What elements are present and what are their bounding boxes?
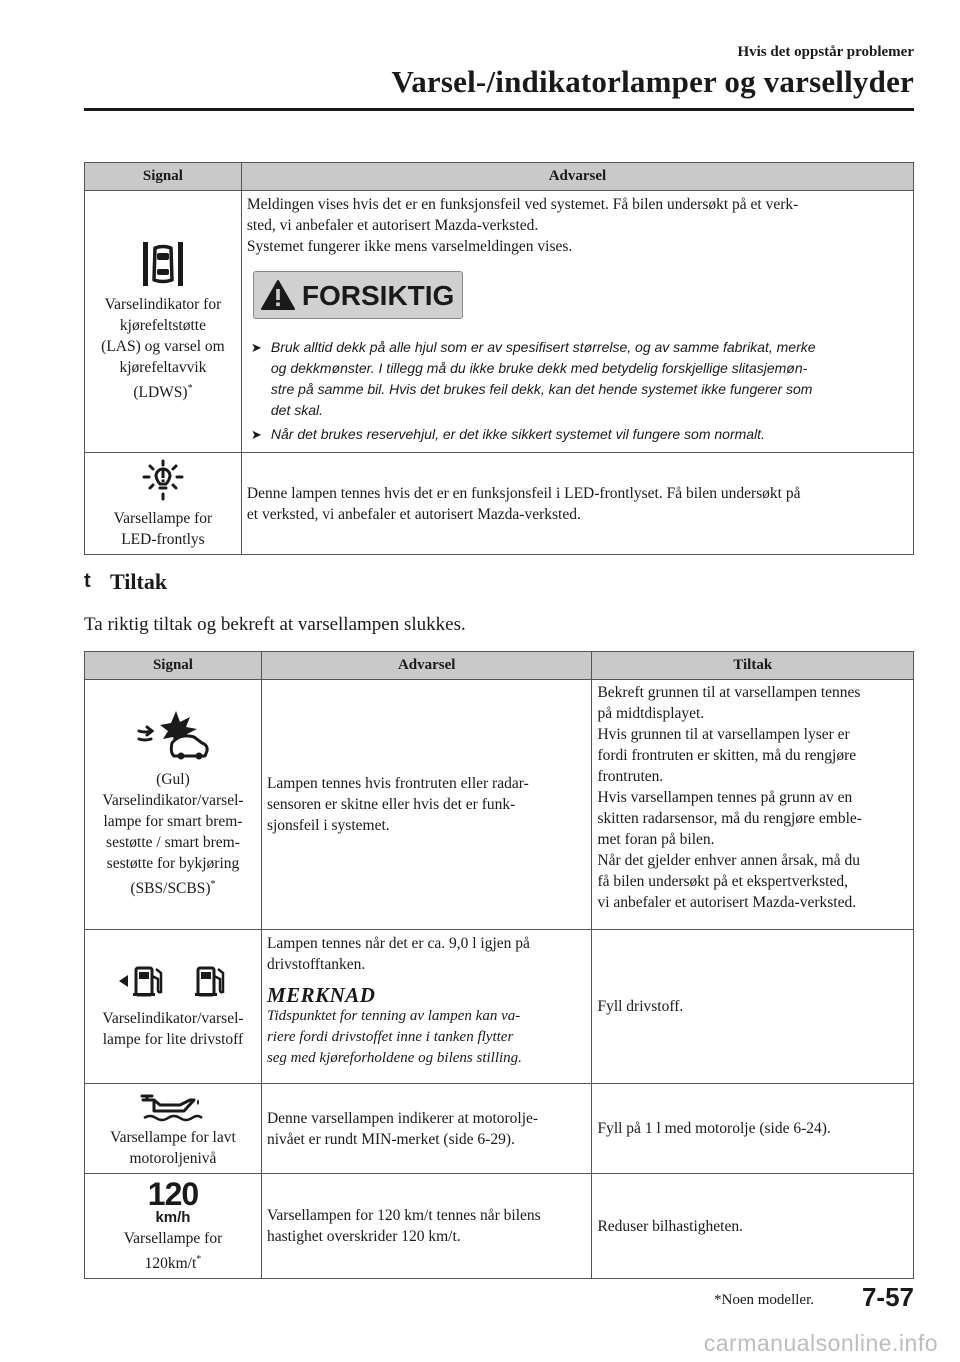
caution-line: Bruk alltid dekk på alle hjul som er av spesifisert størrelse, og av samme fabrikat, merke bbox=[270, 339, 816, 355]
signal-label-line: (LAS) og varsel om bbox=[101, 337, 225, 355]
page-number: 7-57 bbox=[861, 1282, 914, 1312]
signal-label-line: LED-frontlys bbox=[121, 530, 205, 548]
low-fuel-with-arrow-icon bbox=[117, 964, 167, 998]
tiltak-heading: Tiltak bbox=[110, 569, 168, 594]
header-rule bbox=[84, 108, 914, 111]
signal-label-line bbox=[90, 378, 236, 403]
signal-label-line: Varsellampe for bbox=[123, 1230, 223, 1247]
tiltak-cell bbox=[592, 680, 914, 930]
tiltak-line: vi anbefaler et autorisert Mazda-verksted. bbox=[597, 894, 857, 911]
table-row bbox=[85, 453, 914, 555]
tiltak-line: skitten radarsensor, må du rengjøre emble- bbox=[597, 810, 862, 827]
lane-keep-assist-icon bbox=[141, 240, 185, 288]
tiltak-intro: Ta riktig tiltak og bekreft at varsellampen slukkes. bbox=[84, 614, 466, 635]
signal-label-line: sestøtte / smart brem- bbox=[106, 834, 240, 852]
signal-cell bbox=[85, 453, 242, 555]
tiltak-line: fordi frontruten er skitten, må du rengjøre bbox=[597, 747, 857, 764]
speed-120-icon-number: 120 bbox=[147, 1176, 199, 1212]
note-heading: MERKNAD bbox=[266, 983, 376, 1007]
tiltak-line: frontruten. bbox=[597, 768, 664, 785]
caution-box bbox=[253, 271, 463, 319]
signal-label-line bbox=[90, 874, 256, 899]
table-row bbox=[85, 680, 914, 930]
advarsel-line: Varsellampen for 120 km/t tennes når bilens bbox=[266, 1207, 541, 1225]
warning-triangle-icon bbox=[260, 279, 296, 311]
advarsel-cell bbox=[261, 1084, 592, 1174]
tiltak-line: Reduser bilhastigheten. bbox=[597, 1217, 743, 1235]
col-header-signal: Signal bbox=[85, 163, 242, 191]
signal-label-line bbox=[90, 1249, 256, 1274]
col-header-advarsel: Advarsel bbox=[241, 163, 913, 191]
footnote-star: * bbox=[196, 1254, 202, 1265]
signal-cell bbox=[85, 191, 242, 453]
advarsel-line: Lampen tennes når det er ca. 9,0 l igjen på bbox=[266, 935, 530, 952]
tiltak-line: på midtdisplayet. bbox=[597, 705, 705, 722]
advarsel-line: sted, vi anbefaler et autorisert Mazda-verksted. bbox=[246, 217, 539, 234]
advarsel-line: hastighet overskrider 120 km/t. bbox=[266, 1228, 461, 1246]
advarsel-line: drivstofftanken. bbox=[266, 956, 366, 973]
note-line: riere fordi drivstoffet inne i tanken flytter bbox=[266, 1029, 514, 1045]
signal-label-last: 120km/t bbox=[144, 1255, 197, 1273]
speed-120-icon-unit: km/h bbox=[155, 1209, 191, 1226]
caution-line: stre på samme bil. Hvis det brukes feil dekk, kan det hende systemet ikke fungerer som bbox=[270, 381, 813, 397]
tiltak-cell bbox=[592, 1084, 914, 1174]
advarsel-line: Lampen tennes hvis frontruten eller radar- bbox=[266, 775, 529, 792]
signal-label-last: (SBS/SCBS) bbox=[130, 880, 211, 898]
advarsel-line: nivået er rundt MIN-merket (side 6-29). bbox=[266, 1130, 515, 1148]
section-marker: t bbox=[84, 570, 91, 592]
advarsel-line: Systemet fungerer ikke mens varselmeldingen vises. bbox=[246, 238, 573, 255]
signal-label-line: Varsellampe for bbox=[113, 509, 213, 527]
warning-table-2 bbox=[84, 651, 914, 1279]
advarsel-cell bbox=[241, 191, 913, 453]
warning-table-1 bbox=[84, 162, 914, 555]
advarsel-cell bbox=[261, 680, 592, 930]
advarsel-line: Denne varsellampen indikerer at motorolje- bbox=[266, 1109, 539, 1127]
caution-list bbox=[247, 337, 908, 445]
watermark: carmanualsonline.info bbox=[703, 1330, 938, 1356]
signal-label-line: Varselindikator/varsel- bbox=[102, 1009, 244, 1027]
col-header-tiltak: Tiltak bbox=[592, 652, 914, 680]
signal-label-line: Varsellampe for lavt bbox=[110, 1128, 236, 1146]
tiltak-line: Fyll drivstoff. bbox=[597, 998, 684, 1015]
section-title: Hvis det oppstår problemer bbox=[737, 44, 914, 60]
signal-label-last: (LDWS) bbox=[133, 384, 188, 402]
advarsel-cell bbox=[261, 930, 592, 1084]
note-line: Tidspunktet for tenning av lampen kan va- bbox=[266, 1008, 521, 1024]
tiltak-line: få bilen undersøkt på et ekspertverksted, bbox=[597, 873, 848, 890]
signal-label-line: sestøtte for bykjøring bbox=[106, 855, 240, 873]
footnote-star: * bbox=[187, 382, 193, 394]
advarsel-line: sensoren er skitne eller hvis det er funk- bbox=[266, 796, 516, 813]
tiltak-line: Fyll på 1 l med motorolje (side 6-24). bbox=[597, 1120, 831, 1137]
table-row bbox=[85, 191, 914, 453]
tiltak-line: met foran på bilen. bbox=[597, 831, 715, 848]
signal-label-line: kjørefeltavvik bbox=[119, 358, 207, 376]
tiltak-line: Hvis grunnen til at varsellampen lyser er bbox=[597, 726, 850, 743]
signal-cell bbox=[85, 680, 262, 930]
low-oil-level-icon bbox=[140, 1089, 206, 1123]
signal-label-line: Varselindikator/varsel- bbox=[102, 792, 244, 810]
col-header-advarsel: Advarsel bbox=[261, 652, 592, 680]
tiltak-line: Hvis varsellampen tennes på grunn av en bbox=[597, 789, 853, 806]
signal-label-line: motoroljenivå bbox=[129, 1149, 217, 1167]
signal-label-line: Varselindikator for bbox=[104, 295, 222, 313]
col-header-signal: Signal bbox=[85, 652, 262, 680]
advarsel-line: Meldingen vises hvis det er en funksjonsfeil ved systemet. Få bilen undersøkt på et verk- bbox=[246, 196, 799, 213]
footnote: *Noen modeller. bbox=[714, 1292, 814, 1308]
arrow-bullet-icon: ➤ bbox=[250, 427, 262, 442]
page-title: Varsel-/indikatorlamper og varsellyder bbox=[391, 64, 914, 99]
tiltak-cell bbox=[592, 1174, 914, 1279]
advarsel-line: sjonsfeil i systemet. bbox=[266, 817, 390, 834]
signal-cell bbox=[85, 930, 262, 1084]
caution-line: det skal. bbox=[270, 402, 324, 418]
signal-cell bbox=[85, 1084, 262, 1174]
smart-brake-support-icon bbox=[136, 709, 210, 761]
note-line: seg med kjøreforholdene og bilens stilling. bbox=[266, 1050, 522, 1066]
caution-line: Når det brukes reservehjul, er det ikke sikkert systemet vil fungere som normalt. bbox=[270, 426, 765, 442]
caution-item bbox=[247, 337, 908, 421]
advarsel-line: Denne lampen tennes hvis det er en funksjonsfeil i LED-frontlyset. Få bilen undersøkt på bbox=[246, 484, 801, 502]
tiltak-line: Bekreft grunnen til at varsellampen tennes bbox=[597, 684, 861, 701]
tiltak-cell bbox=[592, 930, 914, 1084]
tiltak-line: Når det gjelder enhver annen årsak, må du bbox=[597, 852, 860, 869]
signal-label-line: lampe for lite drivstoff bbox=[102, 1030, 244, 1048]
low-fuel-icon bbox=[195, 964, 229, 998]
advarsel-cell bbox=[261, 1174, 592, 1279]
table-row bbox=[85, 1174, 914, 1279]
advarsel-line: et verksted, vi anbefaler et autorisert Mazda-verksted. bbox=[246, 505, 581, 523]
caution-item bbox=[247, 424, 908, 445]
signal-label-line: kjørefeltstøtte bbox=[119, 316, 206, 334]
table-row bbox=[85, 930, 914, 1084]
footnote-star: * bbox=[210, 879, 216, 891]
table-row bbox=[85, 1084, 914, 1174]
signal-cell bbox=[85, 1174, 262, 1279]
signal-label-line: lampe for smart brem- bbox=[103, 813, 243, 831]
table-header-row bbox=[85, 163, 914, 191]
table-header-row bbox=[85, 652, 914, 680]
led-headlight-warning-icon bbox=[139, 458, 187, 502]
caution-line: og dekkmønster. I tillegg må du ikke bruke dekk med betydelig forskjellige slitasjemøn- bbox=[270, 360, 808, 376]
caution-label: FORSIKTIG bbox=[301, 279, 455, 311]
arrow-bullet-icon: ➤ bbox=[250, 340, 262, 355]
signal-label-line: (Gul) bbox=[156, 771, 190, 789]
advarsel-cell bbox=[241, 453, 913, 555]
